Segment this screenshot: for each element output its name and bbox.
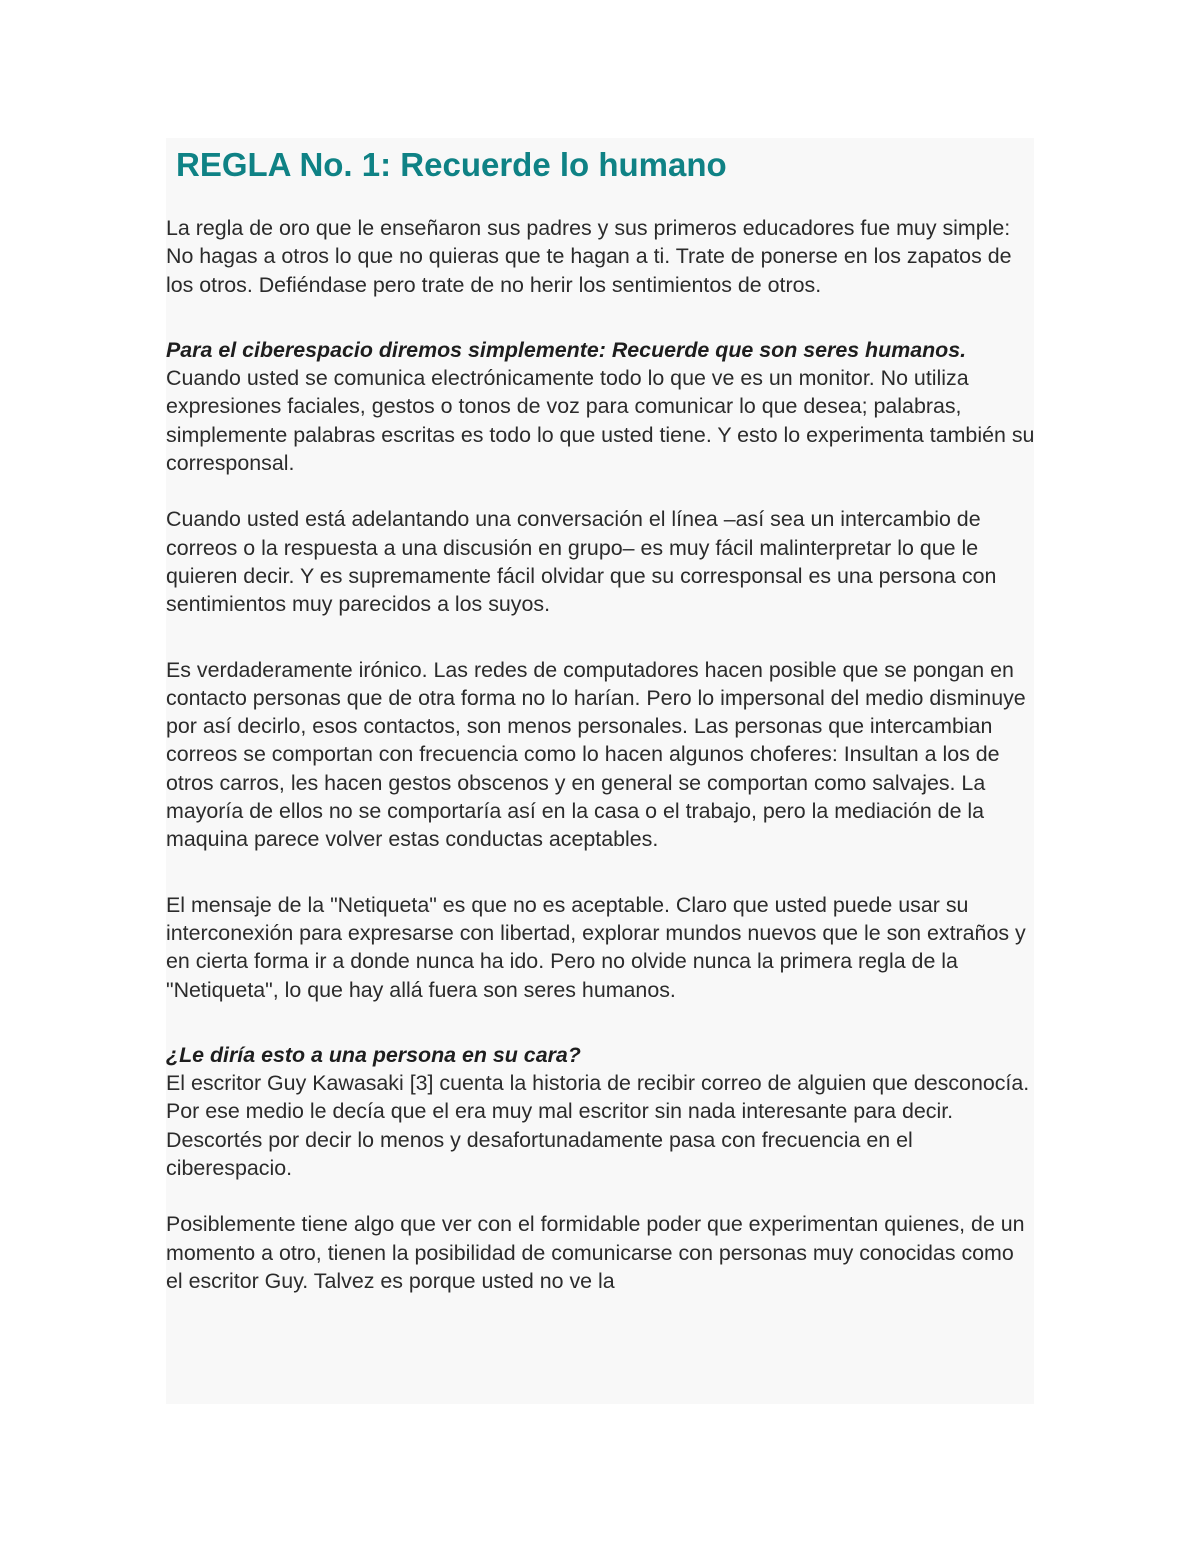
paragraph-netiqueta: El mensaje de la "Netiqueta" es que no es aceptable. Claro que usted puede usar su interconexión para expresarse con libertad, explorar mundos nuevos que le son extraños y en cierta forma ir a donde nunca ha ido. Pero no olvide nunca la primera regla de la "Netiqueta", lo que hay allá fuera son seres humanos. [166, 892, 1026, 1002]
document-body [166, 214, 1036, 1295]
paragraph-text-cyberspace: Cuando usted se comunica electrónicamente todo lo que ve es un monitor. No utiliza expresiones faciales, gestos o tonos de voz para comunicar lo que desea; palabras, simplemente palabras escritas es todo lo que usted tiene. Y esto lo experimenta también su corresponsal. [166, 366, 1035, 476]
paragraph-text-face: El escritor Guy Kawasaki [3] cuenta la historia de recibir correo de alguien que desconocía. Por ese medio le decía que el era muy mal escritor sin nada interesante para decir. Descortés por decir lo menos y desafortunadamente pasa con frecuencia en el ciberespacio. [166, 1071, 1030, 1181]
paragraph-face [166, 1041, 1036, 1182]
paragraph-lead-face: ¿Le diría esto a una persona en su cara? [166, 1042, 581, 1067]
paragraph-cyberspace [166, 336, 1036, 477]
paragraph-conversation: Cuando usted está adelantando una conversación el línea –así sea un intercambio de correos o la respuesta a una discusión en grupo– es muy fácil malinterpretar lo que le quieren decir. Y es supremamente fácil olvidar que su corresponsal es una persona con sentimientos muy parecidos a los suyos. [166, 507, 997, 617]
paragraph-lead-cyberspace: Para el ciberespacio diremos simplemente: Recuerde que son seres humanos. [166, 337, 967, 362]
paragraph-power: Posiblemente tiene algo que ver con el formidable poder que experimentan quienes, de un momento a otro, tienen la posibilidad de comunicarse con personas muy conocidas como el escritor Guy. Talvez es porque usted no ve la [166, 1212, 1025, 1293]
page-title: REGLA No. 1: Recuerde lo humano [176, 146, 727, 183]
paragraph-golden-rule: La regla de oro que le enseñaron sus padres y sus primeros educadores fue muy simple: No hagas a otros lo que no quieras que te hagan a ti. Trate de ponerse en los zapatos de los otros. Defiéndase pero trate de no herir los sentimientos de otros. [166, 216, 1012, 297]
paragraph-ironic: Es verdaderamente irónico. Las redes de computadores hacen posible que se pongan en contacto personas que de otra forma no lo harían. Pero lo impersonal del medio disminuye por así decirlo, esos contactos, son menos personales. Las personas que intercambian correos se comportan con frecuencia como lo hacen algunos choferes: Insultan a los de otros carros, les hacen gestos obscenos y en general se comportan como salvajes. La mayoría de ellos no se comportaría así en la casa o el trabajo, pero la mediación de la maquina parece volver estas conductas aceptables. [166, 657, 1026, 852]
